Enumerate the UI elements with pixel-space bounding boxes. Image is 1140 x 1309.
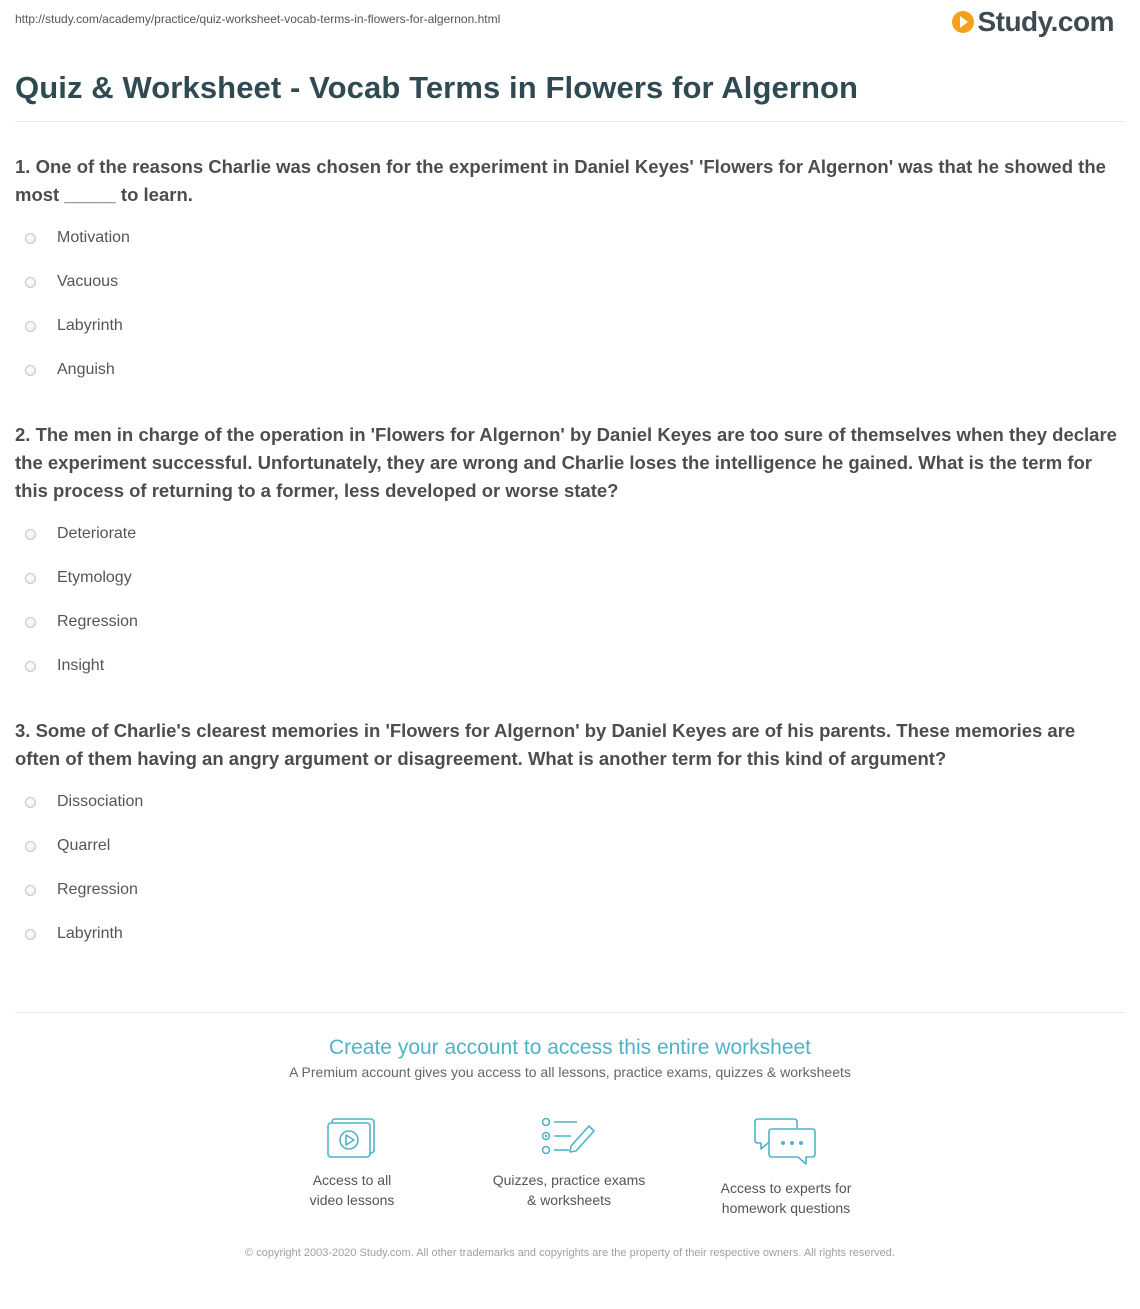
answer-options (15, 216, 1125, 392)
question-1 (15, 153, 1125, 392)
copyright-notice: © copyright 2003-2020 Study.com. All other trademarks and copyrights are the property of their respective owners. All rights reserved. (245, 1247, 895, 1259)
feature-label-line: video lessons (309, 1192, 395, 1208)
question-3 (15, 717, 1125, 956)
radio-button[interactable] (25, 617, 36, 628)
answer-option[interactable] (15, 348, 1125, 392)
option-label: Dissociation (57, 793, 144, 810)
signup-promo (0, 1036, 1140, 1080)
radio-button[interactable] (25, 233, 36, 244)
answer-option[interactable] (15, 824, 1125, 868)
option-label: Regression (57, 613, 138, 630)
radio-button[interactable] (25, 365, 36, 376)
answer-options (15, 780, 1125, 956)
option-label: Vacuous (57, 273, 119, 290)
feature-label-line: Access to all (312, 1172, 392, 1188)
feature-label (469, 1170, 669, 1210)
option-label: Labyrinth (57, 317, 123, 334)
feature-label-line: Access to experts for (720, 1180, 852, 1196)
section-divider (15, 1012, 1125, 1013)
option-label: Labyrinth (57, 925, 123, 942)
radio-button[interactable] (25, 841, 36, 852)
top-bar (0, 0, 1140, 60)
option-label: Anguish (57, 361, 115, 378)
option-label: Regression (57, 881, 138, 898)
answer-option[interactable] (15, 556, 1125, 600)
answer-option[interactable] (15, 912, 1125, 956)
radio-button[interactable] (25, 929, 36, 940)
chat-bubbles-icon (754, 1116, 818, 1168)
answer-option[interactable] (15, 600, 1125, 644)
answer-option[interactable] (15, 512, 1125, 556)
logo-text: Study.com (977, 6, 1114, 37)
question-2 (15, 421, 1125, 688)
answer-options (15, 512, 1125, 688)
answer-option[interactable] (15, 216, 1125, 260)
radio-button[interactable] (25, 321, 36, 332)
feature-label (686, 1178, 886, 1218)
study-logo[interactable] (952, 6, 1114, 38)
quiz-list-icon (541, 1116, 597, 1160)
option-label: Etymology (57, 569, 132, 586)
option-label: Quarrel (57, 837, 111, 854)
answer-option[interactable] (15, 780, 1125, 824)
answer-option[interactable] (15, 304, 1125, 348)
radio-button[interactable] (25, 277, 36, 288)
radio-button[interactable] (25, 661, 36, 672)
feature-label (252, 1170, 452, 1210)
video-lessons-icon (326, 1116, 378, 1160)
page-url: http://study.com/academy/practice/quiz-worksheet-vocab-terms-in-flowers-for-algernon.html (15, 12, 501, 26)
feature-label-line: & worksheets (526, 1192, 612, 1208)
feature-label-line: homework questions (721, 1200, 851, 1216)
radio-button[interactable] (25, 529, 36, 540)
feature-quizzes (469, 1116, 669, 1210)
option-label: Motivation (57, 229, 130, 246)
feature-video-lessons (252, 1116, 452, 1210)
radio-button[interactable] (25, 797, 36, 808)
feature-label-line: Quizzes, practice exams (492, 1172, 646, 1188)
radio-button[interactable] (25, 573, 36, 584)
answer-option[interactable] (15, 868, 1125, 912)
question-text: 3. Some of Charlie's clearest memories in 'Flowers for Algernon' by Daniel Keyes are of his parents. These memories are often of them having an angry argument or disagreement. What is another term for this kind of argument? (15, 720, 1076, 769)
radio-button[interactable] (25, 885, 36, 896)
promo-subtitle: A Premium account gives you access to all lessons, practice exams, quizzes & worksheets (289, 1064, 851, 1080)
option-label: Insight (57, 657, 105, 674)
page-title: Quiz & Worksheet - Vocab Terms in Flowers for Algernon (15, 70, 859, 105)
question-text: 1. One of the reasons Charlie was chosen for the experiment in Daniel Keyes' 'Flowers for Algernon' was that he showed the most _____ to learn. (15, 156, 1106, 205)
title-divider (15, 121, 1125, 122)
answer-option[interactable] (15, 644, 1125, 688)
option-label: Deteriorate (57, 525, 137, 542)
create-account-link[interactable]: Create your account to access this entire worksheet (328, 1036, 812, 1059)
answer-option[interactable] (15, 260, 1125, 304)
play-logo-icon (952, 11, 974, 33)
question-text: 2. The men in charge of the operation in 'Flowers for Algernon' by Daniel Keyes are too sure of themselves when they declare the experiment successful. Unfortunately, they are wrong and Charlie loses the intelligence he gained. What is the term for this process of returning to a former, less developed or worse state? (15, 424, 1117, 501)
feature-experts (686, 1116, 886, 1218)
